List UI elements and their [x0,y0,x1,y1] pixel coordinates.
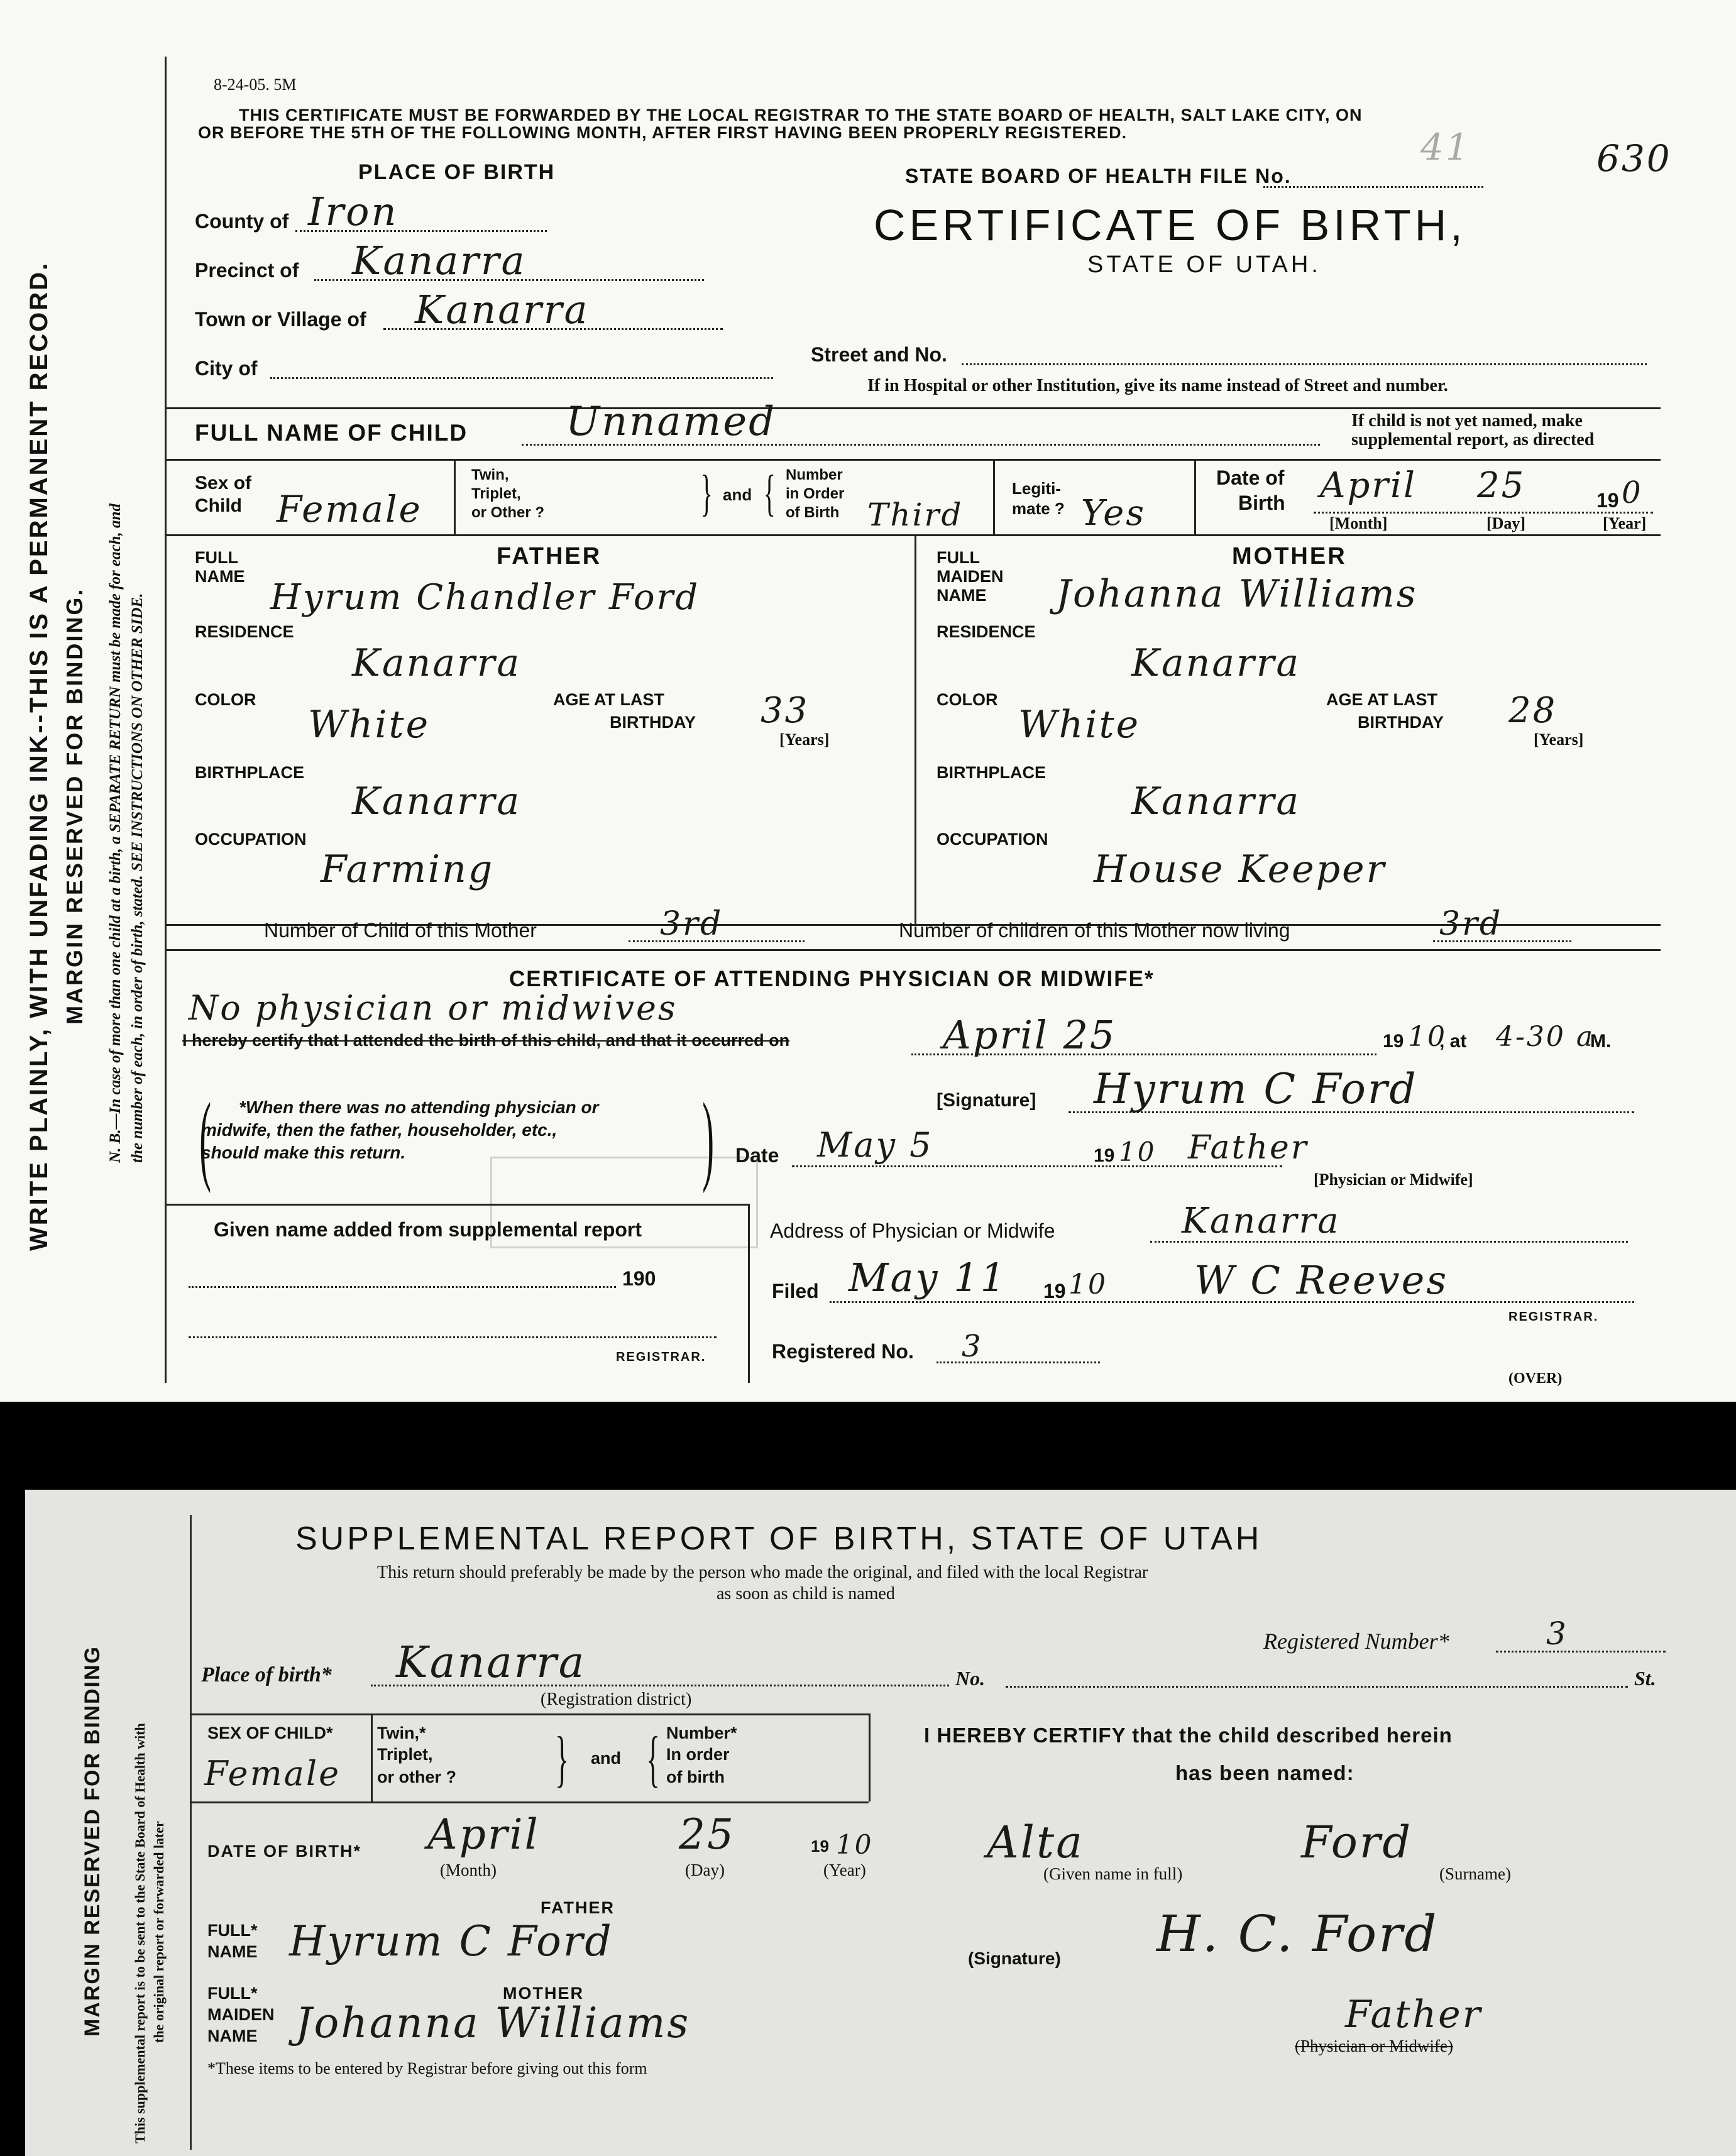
county-label: County of [195,210,289,233]
twin-label-2: Triplet, [471,485,521,502]
supp-intro-2: as soon as child is named [717,1584,895,1603]
signature-label: [Signature] [937,1090,1036,1111]
date-year-prefix: 19 [1094,1145,1115,1166]
legit-label-1: Legiti- [1012,479,1061,498]
physician-birth-date: April 25 [943,1012,1117,1058]
margin-nb-line2: the number of each, in order of birth, stated. SEE INSTRUCTIONS ON OTHER SIDE. [129,593,146,1163]
supp-dob-year: 10 [836,1829,874,1860]
supp-no-label: No. [955,1667,986,1690]
twin-label-3: or Other ? [471,504,545,521]
supp-margin-binding: MARGIN RESERVED FOR BINDING [80,1646,104,2037]
address-label: Address of Physician or Midwife [770,1219,1055,1242]
dob-label-1: Date of [1216,466,1285,489]
supp-dob-month: April [427,1810,540,1859]
physician-m-label: M. [1590,1031,1612,1052]
supp-day-caption: (Day) [685,1861,725,1879]
father-color-value: White [308,703,431,747]
mother-occupation-value: House Keeper [1094,847,1387,891]
supp-registered-label: Registered Number* [1263,1629,1449,1654]
mother-age-label-1: AGE AT LAST [1326,690,1437,709]
supp-role-caption: (Physician or Midwife) [1295,2037,1453,2055]
father-occupation-label: OCCUPATION [195,830,307,849]
father-years-caption: [Years] [779,730,830,749]
mother-years-caption: [Years] [1534,730,1584,749]
supp-father-heading: FATHER [541,1898,615,1917]
legit-value: Yes [1081,493,1146,534]
file-no-value: 41 [1420,126,1471,168]
physician-heading: CERTIFICATE OF ATTENDING PHYSICIAN OR MIDWIFE* [509,967,1155,991]
physician-year-prefix: 19 [1383,1031,1404,1052]
file-no-label: STATE BOARD OF HEALTH FILE No. [905,165,1292,187]
given-added-year: 190 [622,1267,656,1290]
mother-name-value: Johanna Williams [1056,572,1418,616]
sex-label-2: Child [195,495,242,516]
filed-registrar-caption: REGISTRAR. [1508,1310,1599,1324]
margin-write-plainly: WRITE PLAINLY, WITH UNFADING INK--THIS IS A PERMANENT RECORD. [25,261,53,1251]
supp-footnote: *These items to be entered by Registrar before giving out this form [207,2059,647,2077]
physician-handwritten-note: No physician or midwives [189,988,678,1028]
role-caption: [Physician or Midwife] [1314,1170,1473,1189]
supp-place-label: Place of birth* [201,1663,332,1686]
supp-mother-label-1: FULL* [207,1984,258,2003]
supp-certify-1: I HEREBY CERTIFY that the child described herein [924,1724,1453,1747]
binding-margin-line [165,57,167,1383]
dob-year-prefix: 19 [1596,489,1619,512]
supp-given-value: Alta [987,1817,1084,1868]
living-label: Number of children of this Mother now living [899,919,1290,942]
address-value: Kanarra [1182,1201,1341,1241]
mother-full-label-1: FULL [937,548,980,567]
supp-and-label: and [591,1749,622,1768]
mother-occupation-label: OCCUPATION [937,830,1048,849]
city-label: City of [195,357,258,380]
supp-order-label-2: In order [666,1745,730,1764]
filed-year-prefix: 19 [1043,1280,1066,1302]
given-added-registrar: REGISTRAR. [616,1350,706,1364]
father-color-label: COLOR [195,690,256,709]
supp-order-label-3: of birth [666,1768,725,1786]
supp-dob-day: 25 [679,1810,735,1859]
mother-residence-label: RESIDENCE [937,622,1036,641]
supp-signature-label: (Signature) [968,1949,1061,1968]
supp-father-value: Hyrum C Ford [289,1917,613,1966]
footnote-3: should make this return. [201,1143,406,1162]
supplemental-report: MARGIN RESERVED FOR BINDING This supplemental report is to be sent to the State Board of Health with the original report or forwarded later SUPPLEMENTAL REPORT OF BIRTH, STATE OF UTAH This return should preferably be made by the person who made the original, and filed with the local Registrar as soon as child is named Registered Number* 3 Place of birth* Kanarra (Registration district) No. St. SEX OF CHILD* Female Twin,* Triplet, or other ? } and { Number* In order of birth I HEREBY CERTIFY that the child described herein has been named: DATE OF BIRTH* April 25 19 10 (Month) (Day) (Year) Alta Ford (Given name in full) (Surname) FATHER FULL* NAME Hyrum C Ford (Signature) H. C. Ford MOTHER FULL* MAIDEN NAME Johanna Williams Father (Physician or Midwife) *These items to be entered by Registrar before giving out this form [25,1490,1736,2156]
living-value: 3rd [1439,905,1503,943]
supp-registered-value: 3 [1546,1615,1568,1652]
supp-twin-label-2: Triplet, [377,1745,433,1764]
filed-year: 10 [1069,1268,1107,1301]
hospital-note: If in Hospital or other Institution, give its name instead of Street and number. [867,376,1448,395]
child-num-label: Number of Child of this Mother [264,919,537,942]
supp-mother-heading: MOTHER [503,1984,584,2003]
supp-mother-label-3: NAME [207,2027,258,2045]
physician-at-label: , at [1439,1031,1467,1052]
father-occupation-value: Farming [321,847,495,891]
child-num-value: 3rd [660,905,723,943]
sex-value: Female [277,488,422,531]
date-label: Date [735,1144,779,1167]
town-label: Town or Village of [195,308,366,331]
given-added-label: Given name added from supplemental report [214,1218,642,1241]
father-age-label-2: BIRTHDAY [610,713,696,732]
over-label: (OVER) [1508,1370,1563,1387]
supp-twin-label-1: Twin,* [377,1724,426,1742]
dob-label-2: Birth [1238,492,1285,514]
legit-label-2: mate ? [1012,499,1065,518]
supp-surname-caption: (Surname) [1439,1864,1511,1883]
supp-role-value: Father [1345,1993,1483,2037]
supp-margin-note-2: the original report or forwarded later [151,1821,167,2043]
supp-dob-label: DATE OF BIRTH* [207,1842,361,1861]
mother-age-label-2: BIRTHDAY [1358,713,1444,732]
precinct-label: Precinct of [195,259,299,282]
registered-label: Registered No. [772,1340,914,1363]
mother-color-value: White [1018,703,1141,747]
twin-label-1: Twin, [471,466,509,483]
margin-nb-line1: N. B.—In case of more than one child at a birth, a SEPARATE RETURN must be made for each, and [107,503,124,1163]
supp-district-caption: (Registration district) [541,1690,692,1709]
place-of-birth-heading: PLACE OF BIRTH [358,160,556,184]
child-name-label: FULL NAME OF CHILD [195,420,468,446]
supp-father-label-2: NAME [207,1942,258,1961]
filed-value: May 11 [849,1255,1008,1301]
father-age-value: 33 [761,690,810,731]
physician-year: 10 [1408,1021,1447,1053]
role-value: Father [1188,1129,1309,1167]
physician-time: 4-30 a [1496,1021,1595,1053]
supp-sex-value: Female [204,1754,341,1793]
physician-certify-text: I hereby certify that I attended the birth of this child, and that it occurred on [182,1031,790,1050]
street-label: Street and No. [811,343,947,366]
date-year: 10 [1119,1136,1156,1167]
order-label-3: of Birth [786,504,840,521]
mother-residence-value: Kanarra [1131,641,1301,685]
mother-heading: MOTHER [1232,543,1347,569]
supp-mother-value: Johanna Williams [295,1999,691,2047]
town-value: Kanarra [415,287,590,333]
father-residence-label: RESIDENCE [195,622,294,641]
supp-order-label-1: Number* [666,1724,737,1742]
and-label: and [723,485,752,504]
father-age-label-1: AGE AT LAST [553,690,664,709]
filed-label: Filed [772,1280,819,1302]
supp-year-caption: (Year) [823,1861,866,1879]
father-birthplace-value: Kanarra [352,779,522,823]
mother-birthplace-value: Kanarra [1131,779,1301,823]
supp-month-caption: (Month) [440,1861,497,1879]
mother-full-label-2: MAIDEN [937,567,1004,586]
precinct-value: Kanarra [352,238,527,283]
supp-st-label: St. [1634,1667,1656,1690]
supp-given-caption: (Given name in full) [1043,1864,1183,1883]
physician-signature: Hyrum C Ford [1094,1065,1418,1113]
filed-registrar-signature: W C Reeves [1194,1257,1449,1303]
father-residence-value: Kanarra [352,641,522,685]
father-birthplace-label: BIRTHPLACE [195,763,304,782]
supp-place-value: Kanarra [396,1638,586,1688]
dob-month: April [1320,465,1417,506]
supp-twin-label-3: or other ? [377,1768,456,1786]
supp-dob-year-prefix: 19 [811,1837,829,1856]
supp-surname-value: Ford [1301,1817,1413,1868]
registered-value: 3 [962,1329,983,1364]
margin-binding-label: MARGIN RESERVED FOR BINDING. [62,587,87,1025]
footnote-2: midwife, then the father, householder, etc., [201,1120,558,1140]
supp-title: SUPPLEMENTAL REPORT OF BIRTH, STATE OF UTAH [295,1521,1263,1557]
mother-birthplace-label: BIRTHPLACE [937,763,1046,782]
supp-mother-label-2: MAIDEN [207,2005,275,2024]
father-full-label-2: NAME [195,567,245,586]
certificate-title: CERTIFICATE OF BIRTH, [874,201,1466,250]
certificate-subtitle: STATE OF UTAH. [1087,251,1321,278]
date-value: May 5 [817,1125,933,1165]
order-value: Third [867,497,964,533]
supp-signature-value: H. C. Ford [1156,1905,1439,1963]
supp-intro-1: This return should preferably be made by the person who made the original, and filed with the local Registrar [377,1563,1148,1582]
father-name-value: Hyrum Chandler Ford [270,577,700,618]
supp-sex-label: SEX OF CHILD* [207,1724,333,1742]
dob-year: 0 [1622,475,1643,510]
order-label-2: in Order [786,485,845,502]
header-notice-1: THIS CERTIFICATE MUST BE FORWARDED BY THE LOCAL REGISTRAR TO THE STATE BOARD OF HEALTH, SALT LAKE CITY, ON [239,106,1363,124]
father-full-label-1: FULL [195,548,238,567]
footnote-1: *When there was no attending physician or [239,1097,599,1117]
name-note-2: supplemental report, as directed [1351,430,1595,449]
dob-day: 25 [1477,465,1526,506]
father-heading: FATHER [497,543,602,569]
birth-certificate: WRITE PLAINLY, WITH UNFADING INK--THIS IS A PERMANENT RECORD. MARGIN RESERVED FOR BINDING. N. B.—In case of more than one child at a birth, a SEPARATE RETURN must be made for each, and the number of each, in order of birth, stated. SEE INSTRUCTIONS ON OTHER SIDE. 8-24-05. 5M THIS CERTIFICATE MUST BE FORWARDED BY THE LOCAL REGISTRAR TO THE STATE BOARD OF HEALTH, SALT LAKE CITY, ON OR BEFORE THE 5TH OF THE FOLLOWING MONTH, AFTER FIRST HAVING BEEN PROPERLY REGISTERED. PLACE OF BIRTH STATE BOARD OF HEALTH FILE No. 41 630 CERTIFICATE OF BIRTH, STATE OF UTAH. County of Iron Precinct of Kanarra Town or Village of Kanarra City of Street and No. If in Hospital or other Institution, give its name instead of Street and number. FULL NAME OF CHILD Unnamed If child is not yet named, make supplemental report, as directed Sex of Child Female Twin, Triplet, or Other ? } and { Number in Order of Birth Third Legiti- mate ? Yes Date of Birth April 25 19 0 [Month] [Day] [Year] FULL NAME FATHER Hyrum Chandler Ford RESIDENCE Kanarra COLOR White AGE AT LAST BIRTHDAY 33 [Years] BIRTHPLACE Kanarra OCCUPATION Farming FULL MAIDEN NAME MOTHER Johanna Williams RESIDENCE Kanarra COLOR White AGE AT LAST BIRTHDAY 28 [Years] BIRTHPLACE Kanarra OCCUPATION House Keeper Number of Child of this Mother 3rd Number of children of this Mother now living 3rd CERTIFICATE OF ATTENDING PHYSICIAN OR MIDWIFE* No physician or midwives I hereby certify that I attended the birth of this child, and that it occurred on April 25 19 10 , at 4-30 a M. ( *When there was no attending physician or midwife, then the father, householder, etc., should make this return. ) [Signature] Hyrum C Ford Date May 5 19 10 Father [Physician or Midwife] Given name added from supplemental report 190 REGISTRAR. Address of Physician or Midwife Kanarra Filed May 11 19 10 W C Reeves REGISTRAR. Registered No. 3 (OVER) [0,0,1736,1402]
county-value: Iron [308,189,398,234]
supp-certify-2: has been named: [1175,1761,1354,1785]
mother-color-label: COLOR [937,690,998,709]
mother-full-label-3: NAME [937,586,987,605]
child-name-value: Unnamed [566,399,777,445]
day-caption: [Day] [1486,514,1526,532]
year-caption: [Year] [1603,514,1647,532]
supp-father-label-1: FULL* [207,1921,258,1940]
order-label-1: Number [786,466,843,483]
name-note-1: If child is not yet named, make [1351,411,1583,431]
mother-age-value: 28 [1508,690,1557,731]
month-caption: [Month] [1329,514,1388,532]
supp-margin-note-1: This supplemental report is to be sent to the State Board of Health with [132,1723,148,2143]
file-no-stamp: 630 [1596,137,1672,180]
form-code: 8-24-05. 5M [214,75,297,94]
sex-label-1: Sex of [195,473,252,493]
header-notice-2: OR BEFORE THE 5TH OF THE FOLLOWING MONTH, AFTER FIRST HAVING BEEN PROPERLY REGISTERED. [198,123,1128,142]
